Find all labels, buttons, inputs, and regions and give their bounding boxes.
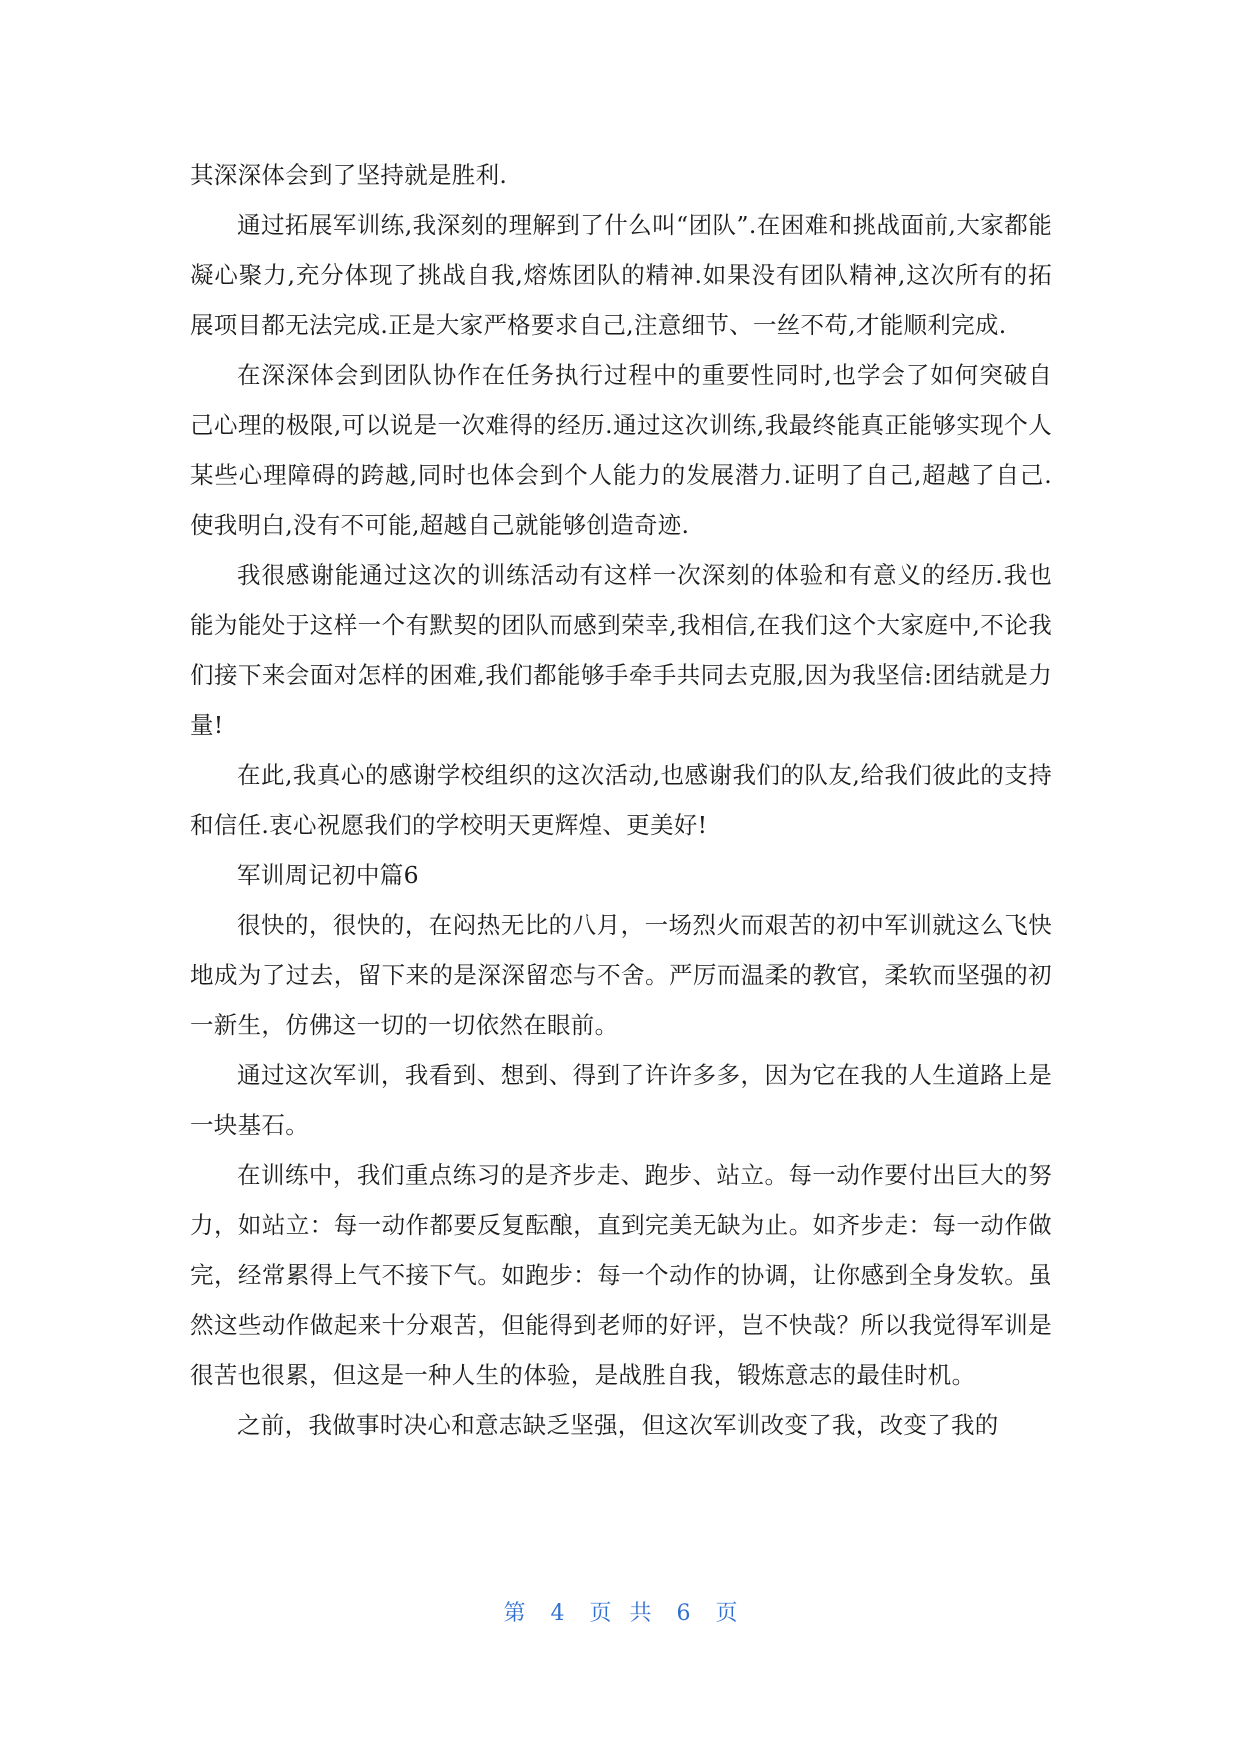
paragraph: 在训练中，我们重点练习的是齐步走、跑步、站立。每一动作要付出巨大的努力，如站立：每一动作都要反复酝酿，直到完美无缺为止。如齐步走：每一动作做完，经常累得上气不接下气。如跑步：每一个动作的协调，让你感到全身发软。虽然这些动作做起来十分艰苦，但能得到老师的好评，岂不快哉？所以我觉得军训是很苦也很累，但这是一种人生的体验，是战胜自我，锻炼意志的最佳时机。 [190, 1161, 1052, 1389]
paragraph: 在深深体会到团队协作在任务执行过程中的重要性同时,也学会了如何突破自己心理的极限,可以说是一次难得的经历.通过这次训练,我最终能真正能够实现个人某些心理障碍的跨越,同时也体会到个人能力的发展潜力.证明了自己,超越了自己.使我明白,没有不可能,超越自己就能够创造奇迹. [190, 361, 1052, 539]
total-pages-number: 6 [676, 1601, 691, 1626]
footer-label-gong: 共 [629, 1601, 652, 1626]
page-footer [0, 1596, 1241, 1627]
paragraph: 其深深体会到了坚持就是胜利. [190, 161, 508, 189]
paragraph: 通过拓展军训练,我深刻的理解到了什么叫“团队”.在困难和挑战面前,大家都能凝心聚力,充分体现了挑战自我,熔炼团队的精神.如果没有团队精神,这次所有的拓展项目都无法完成.正是大家严格要求自己,注意细节、一丝不苟,才能顺利完成. [190, 211, 1052, 339]
footer-label-ye: 页 [589, 1601, 612, 1626]
section-heading: 军训周记初中篇6 [237, 861, 419, 889]
paragraph: 之前，我做事时决心和意志缺乏坚强，但这次军训改变了我，改变了我的 [237, 1411, 999, 1439]
paragraph: 在此,我真心的感谢学校组织的这次活动,也感谢我们的队友,给我们彼此的支持和信任.衷心祝愿我们的学校明天更辉煌、更美好! [190, 761, 1052, 839]
paragraph: 很快的，很快的，在闷热无比的八月，一场烈火而艰苦的初中军训就这么飞快地成为了过去，留下来的是深深留恋与不舍。严厉而温柔的教官，柔软而坚强的初一新生，仿佛这一切的一切依然在眼前。 [190, 911, 1052, 1039]
current-page-number: 4 [550, 1601, 565, 1626]
footer-label-ye2: 页 [715, 1601, 738, 1626]
document-body [190, 150, 1052, 1450]
paragraph: 我很感谢能通过这次的训练活动有这样一次深刻的体验和有意义的经历.我也能为能处于这样一个有默契的团队而感到荣幸,我相信,在我们这个大家庭中,不论我们接下来会面对怎样的困难,我们都能够手牵手共同去克服,因为我坚信:团结就是力量! [190, 561, 1052, 739]
footer-label-di: 第 [503, 1601, 526, 1626]
paragraph: 通过这次军训，我看到、想到、得到了许许多多，因为它在我的人生道路上是一块基石。 [190, 1061, 1052, 1139]
